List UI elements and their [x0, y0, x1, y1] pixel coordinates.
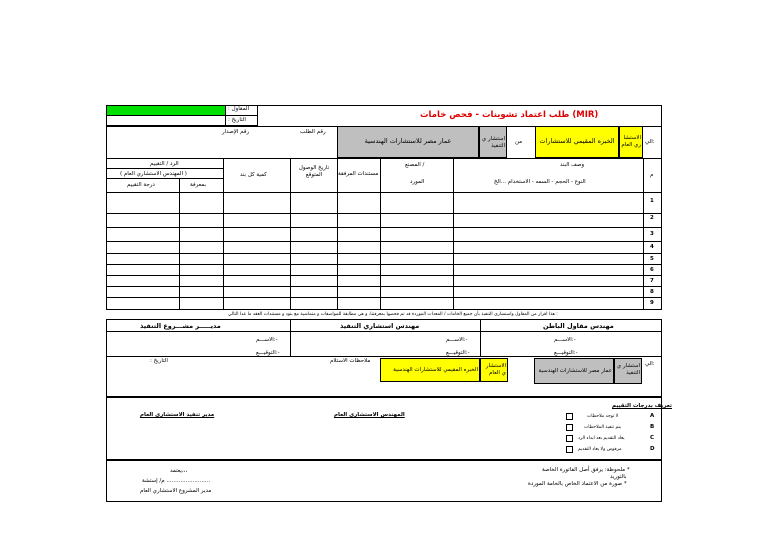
declaration-text: هذا اقرار من المقاول واستشاري التنفيذ بأن جميع الخامات / المعدات الموردة قد تم فحصها بمعرفتنا، و هي مطابقة للمواصفات و متماشية مع بنود و مستندات العقد ما عدا التالي : [228, 312, 558, 317]
sig-consultant-yellow-label: الاستشار ي العام [485, 363, 506, 376]
sig-consultant-gray-label: استشار ي التنفيذ [616, 363, 640, 376]
to-label: الي: [645, 139, 655, 145]
grade-code: C [650, 435, 655, 441]
evaluation-title: تعريف بدرجات التقييم [612, 403, 672, 409]
row-number: 4 [650, 244, 654, 250]
grade-checkbox[interactable] [566, 435, 573, 442]
grade-text: يتم تنفيذ الملاحظات [584, 425, 622, 430]
grade-code: D [650, 446, 655, 452]
page-title: طلب اعتماد تشوينات - فحص خامات (MIR) [420, 110, 599, 120]
grade-text: مرفوض ولا يعاد التقديم [578, 447, 622, 452]
col-item-desc: وصف البند [560, 162, 585, 168]
exec-engineer-title: مهندس استشاري التنفيذ [340, 322, 420, 330]
note-1b: بالتوريد [610, 474, 627, 480]
row-number: 8 [650, 289, 654, 295]
issue-no-label: رقم الإصدار [222, 129, 250, 135]
sub-name-label: الاســـم:- [554, 337, 576, 343]
col-supplier: المورد [410, 179, 425, 185]
company-yellow-label: الخبره المقيمي للاستشارات [539, 137, 615, 145]
sig-consultant-gray [614, 358, 642, 384]
col-qty: كمية كل بند [240, 172, 267, 178]
row-number: 6 [650, 267, 654, 273]
col-item-sub: النوع - الحجم - السمه - الاستخدام ...الخ [494, 179, 586, 185]
col-engineer: ( المهندس الاستشاري العام ) [120, 171, 187, 177]
row-number: 1 [650, 198, 654, 204]
row-number: 7 [650, 278, 654, 284]
grade-checkbox[interactable] [566, 446, 573, 453]
approve-label: يعتمد،،، [170, 468, 188, 474]
exec-notes-label: ملاحظات الاستلام [330, 358, 371, 364]
request-no-label: رقم الطلب [300, 129, 326, 135]
grade-text: يعاد التقديم بعد ابداء الرد [578, 436, 625, 441]
exec-name-label: الاســـم:- [446, 337, 468, 343]
pm-name-label: الاســـم:- [256, 337, 278, 343]
consultant-gray-label: استشار ي التنفيذ [481, 136, 505, 149]
note-2: صورة من الاعتماد الخاص بالخامة الموردة * [528, 481, 627, 487]
sig-company-gray-label: عمار مصر للاستشارات الهندسية [538, 368, 612, 374]
col-no: م [650, 172, 654, 178]
grade-checkbox[interactable] [566, 424, 573, 431]
consultant-yellow-box [619, 126, 643, 158]
sig-consultant-yellow [480, 358, 508, 382]
sub-sign-label: التوقيـــع:- [554, 350, 578, 356]
col-manufacturer: المصنع / [405, 162, 425, 168]
sig-company-yellow-label: الخبره المقيمي للاستشارات الهندسية [393, 367, 478, 373]
general-engineer-label: المهندس الاستشاري العام [334, 412, 405, 418]
sig-company-gray [534, 358, 614, 384]
pm-date-label: : التاريخ [150, 358, 168, 364]
exec-sign-label: التوقيـــع:- [446, 350, 470, 356]
row-number: 9 [650, 300, 654, 306]
sig-company-yellow [380, 358, 480, 382]
grade-code: A [650, 413, 655, 419]
row-number: 3 [650, 231, 654, 237]
sig-to-label: الي: [645, 361, 655, 367]
col-grade: درجة التقييم [127, 182, 155, 188]
company-yellow-box [535, 126, 619, 158]
col-arrival [292, 164, 336, 184]
consultant-gray-box [479, 126, 507, 158]
col-by: بمعرفة [190, 182, 206, 188]
col-arrival-label: تاريخ الوصول المتوقع [298, 165, 330, 178]
col-docs: مستندات المرفقة [338, 171, 379, 177]
grade-code: B [650, 424, 655, 430]
engineer-line[interactable]: م/ إستشة ......................... [142, 478, 211, 484]
sub-engineer-title: مهندس مقاول الباطن [543, 322, 614, 330]
grade-checkbox[interactable] [566, 413, 573, 420]
company-gray-label: عمار مصر للاستشارات الهندسية [364, 137, 452, 145]
exec-manager-label: مدير تنفيذ الاستشاري العام [140, 412, 215, 418]
from-label: من [515, 139, 523, 145]
manager-label: مدير المشروع الاستشاري العام [140, 488, 212, 494]
contractor-label: : المقاول [228, 106, 250, 112]
consultant-yellow-label: الاستشا ري العام [621, 135, 641, 148]
grade-text: لا توجد ملاحظات [587, 414, 619, 419]
row-number: 5 [650, 256, 654, 262]
row-number: 2 [650, 215, 654, 221]
date-label: : التاريخ [228, 117, 246, 123]
col-reply: الرد / التقييم [150, 161, 179, 167]
note-1: ملحوظة: يرفق أصل الفاتورة الخاصة * [542, 467, 630, 473]
pm-sign-label: التوقيـــع:- [256, 350, 280, 356]
company-gray-box [337, 126, 479, 158]
pm-title: مديـــــر مشـــروع التنفيذ [140, 322, 221, 330]
